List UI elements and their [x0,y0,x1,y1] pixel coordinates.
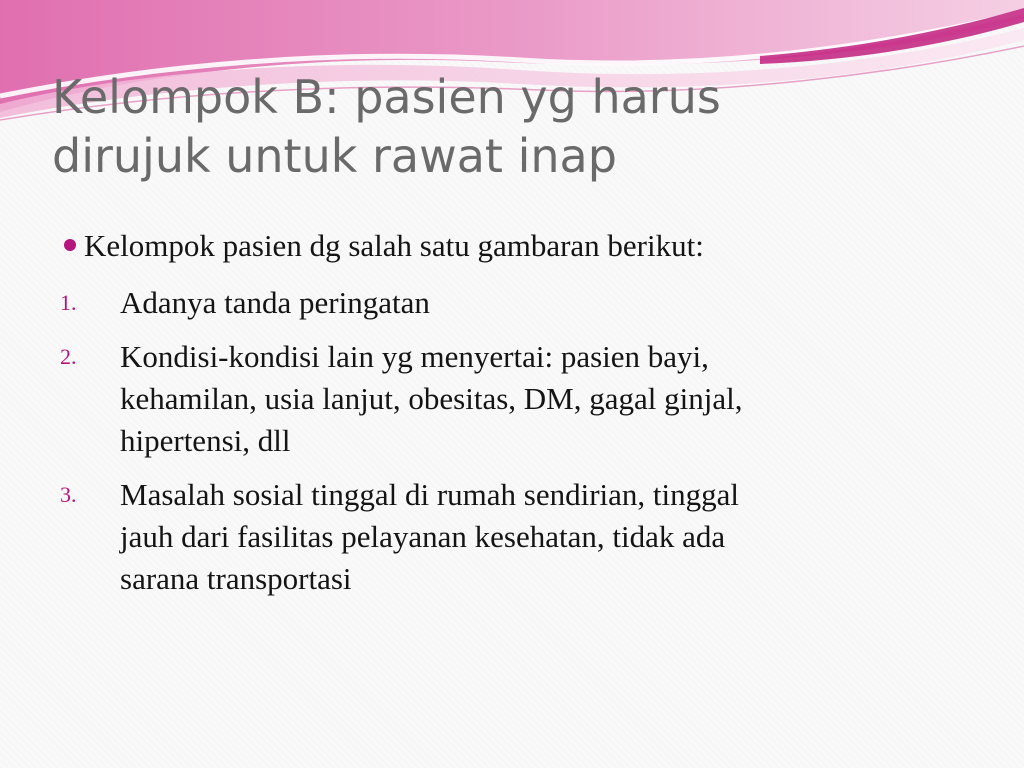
list-item-line: jauh dari fasilitas pelayanan kesehatan, tidak ada [120,519,726,554]
list-item-line: kehamilan, usia lanjut, obesitas, DM, gagal ginjal, [120,381,743,416]
title-line-1: Kelompok B: pasien yg harus [52,70,721,124]
list-item-line: Kondisi-kondisi lain yg menyertai: pasien bayi, [120,339,709,374]
list-item-line: Masalah sosial tinggal di rumah sendirian, tinggal [120,477,740,512]
list-item-line: Adanya tanda peringatan [120,285,430,320]
criteria-list [58,282,958,612]
slide-title [52,68,952,187]
title-line-2: dirujuk untuk rawat inap [52,129,617,184]
intro-bullet-text: Kelompok pasien dg salah satu gambaran berikut: [84,228,704,263]
list-marker: 1. [60,290,77,315]
list-marker: 2. [60,344,77,369]
list-item [58,282,958,324]
list-item [58,336,958,462]
intro-bullet [64,224,704,268]
list-marker: 3. [60,482,77,507]
list-item-line: hipertensi, dll [120,423,291,458]
list-item [58,474,958,600]
list-item-line: sarana transportasi [120,561,352,596]
bullet-dot-icon [64,239,76,251]
